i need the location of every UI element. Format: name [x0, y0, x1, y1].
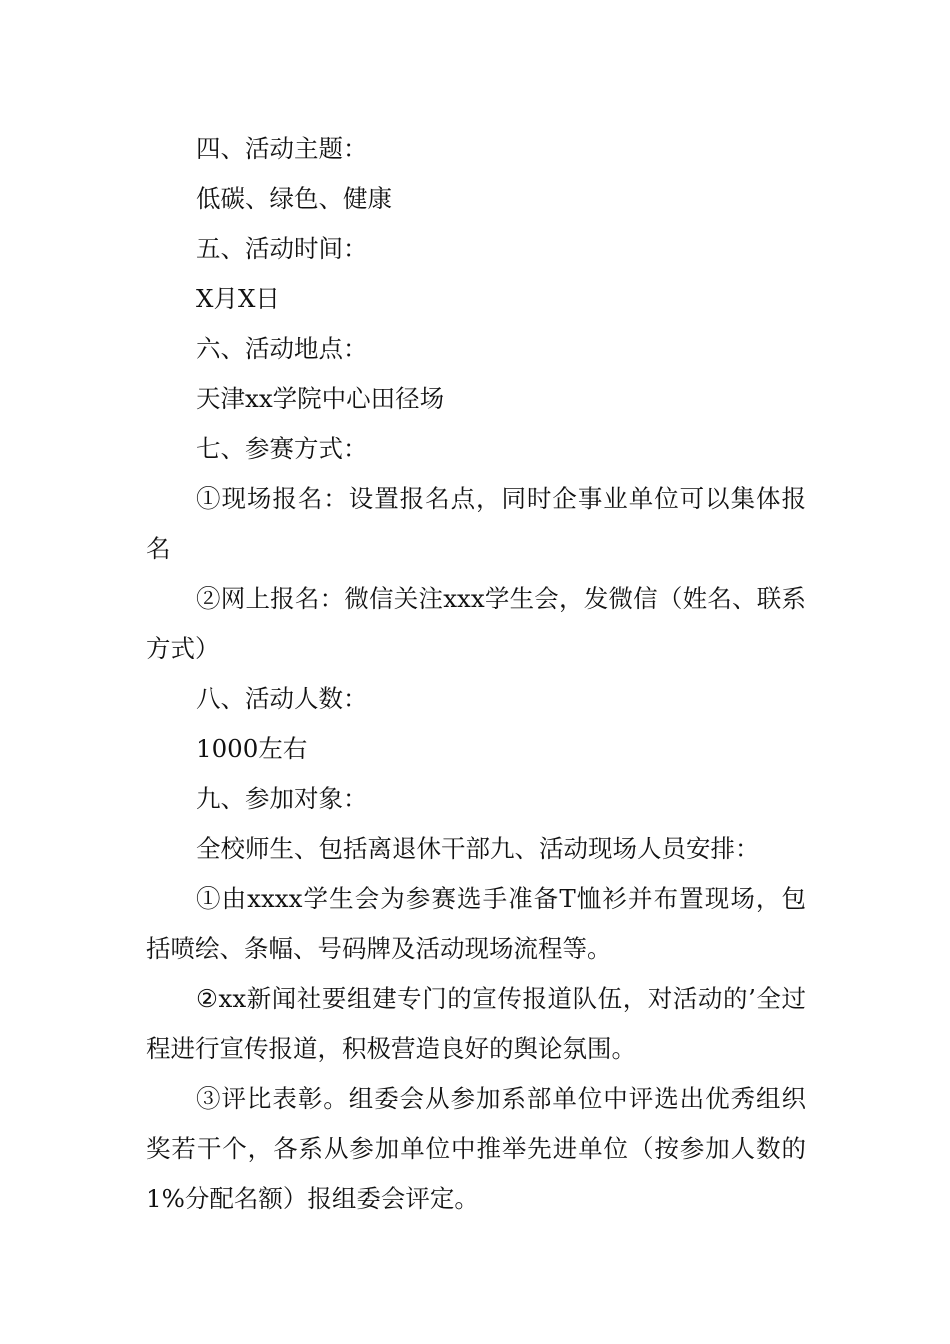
activity-theme-text: 低碳、绿色、健康 — [196, 184, 392, 213]
activity-location-text: 天津xx学院中心田径场 — [196, 384, 445, 413]
participant-count-text: 1000左右 — [196, 734, 308, 763]
heading-registration-method: 七、参赛方式： — [196, 434, 368, 463]
heading-participants: 九、参加对象： — [196, 784, 368, 813]
heading-activity-location: 六、活动地点： — [196, 334, 368, 363]
heading-activity-theme: 四、活动主题： — [196, 134, 368, 163]
heading-activity-time: 五、活动时间： — [196, 234, 368, 263]
participants-text: 全校师生、包括离退休干部九、活动现场人员安排： — [196, 834, 760, 863]
heading-participant-count: 八、活动人数： — [196, 684, 368, 713]
activity-time-text: X月X日 — [196, 284, 280, 313]
registration-online-text: ②网上报名：微信关注xxx学生会，发微信（姓名、联系方式） — [146, 584, 806, 663]
staff-arrangement-item-2: ②xx新闻社要组建专门的宣传报道队伍，对活动的’全过程进行宣传报道，积极营造良好的舆论氛围。 — [146, 984, 806, 1063]
document-page — [146, 124, 806, 1224]
registration-onsite-text: ①现场报名：设置报名点，同时企事业单位可以集体报名 — [146, 484, 806, 563]
staff-arrangement-item-1: ①由xxxx学生会为参赛选手准备T恤衫并布置现场，包括喷绘、条幅、号码牌及活动现场流程等。 — [146, 884, 806, 963]
staff-arrangement-item-3: ③评比表彰。组委会从参加系部单位中评选出优秀组织奖若干个，各系从参加单位中推举先进单位（按参加人数的1%分配名额）报组委会评定。 — [146, 1084, 806, 1213]
